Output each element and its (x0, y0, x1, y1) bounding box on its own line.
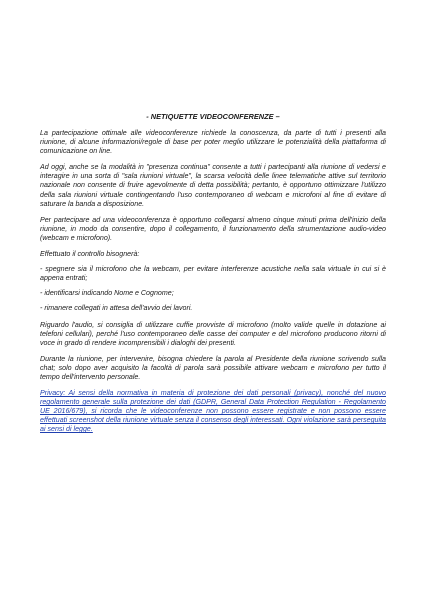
list-item-identificarsi: - identificarsi indicando Nome e Cognome; (40, 289, 174, 298)
privacy-note: Privacy: Ai sensi della normativa in materia di protezione dei dati personali (privacy), nonché del nuovo regolamento generale sulla protezione dei dati (GDPR, General Data Protection Regulation - Regolamento UE 2016/679), si ricorda che le videoconferenze non possono essere registrate e non possono essere effettuati screenshot della riunione virtuale senza il consenso degli interessati. Ogni violazione sarà perseguita ai sensi di legge. (40, 389, 386, 434)
paragraph-collegamento: Per partecipare ad una videoconferenza è opportuno collegarsi almeno cinque minuti prima dell'inizio della riunione, in modo da consentire, dopo il collegamento, il funzionamento della strumentazione audio-video (webcam e microfono). (40, 215, 386, 242)
paragraph-controllo: Effettuato il controllo bisognerà: (40, 250, 140, 259)
document-title: - NETIQUETTE VIDEOCONFERENZE – (146, 112, 280, 121)
paragraph-intro: La partecipazione ottimale alle videoconferenze richiede la conoscenza, da parte di tutti i presenti alla riunione, di alcune informazioni/regole di base per poter meglio utilizzare le potenzialità della piattaforma di comunicazione on line. (40, 129, 386, 156)
paragraph-presenza-continua: Ad oggi, anche se la modalità in "presenza continua" consente a tutti i partecipanti alla riunione di vedersi e interagire in una sorta di "sala riunioni virtuale", la scarsa velocità delle linee telematiche attive sul territorio nazionale non consente di fruire agevolmente di detta possibilità; pertanto, è opportuno ottimizzare l'utilizzo della sala riunioni virtuale contingentando l'uso contemporaneo di webcam e microfoni al fine di evitare di saturare la banda a disposizione. (40, 163, 386, 208)
paragraph-intervento: Durante la riunione, per intervenire, bisogna chiedere la parola al Presidente della riunione scrivendo sulla chat; solo dopo aver acquisito la facoltà di parola sarà possibile attivare webcam e microfono per tutto il tempo dell'intervento personale. (40, 354, 386, 381)
list-item-spegnere: - spegnere sia il microfono che la webcam, per evitare interferenze acustiche nella sala virtuale in cui si è appena entrati; (40, 265, 386, 283)
list-item-rimanere: - rimanere collegati in attesa dell'avvio dei lavori. (40, 304, 193, 313)
paragraph-audio: Riguardo l'audio, si consiglia di utilizzare cuffie provviste di microfono (molto valide quelle in dotazione ai telefoni cellulari), perché l'uso contemporaneo delle casse dei computer e del microfono producono ritorni di voce in grado di rendere incomprensibili i dialoghi dei presenti. (40, 320, 386, 347)
document-body (40, 112, 386, 442)
